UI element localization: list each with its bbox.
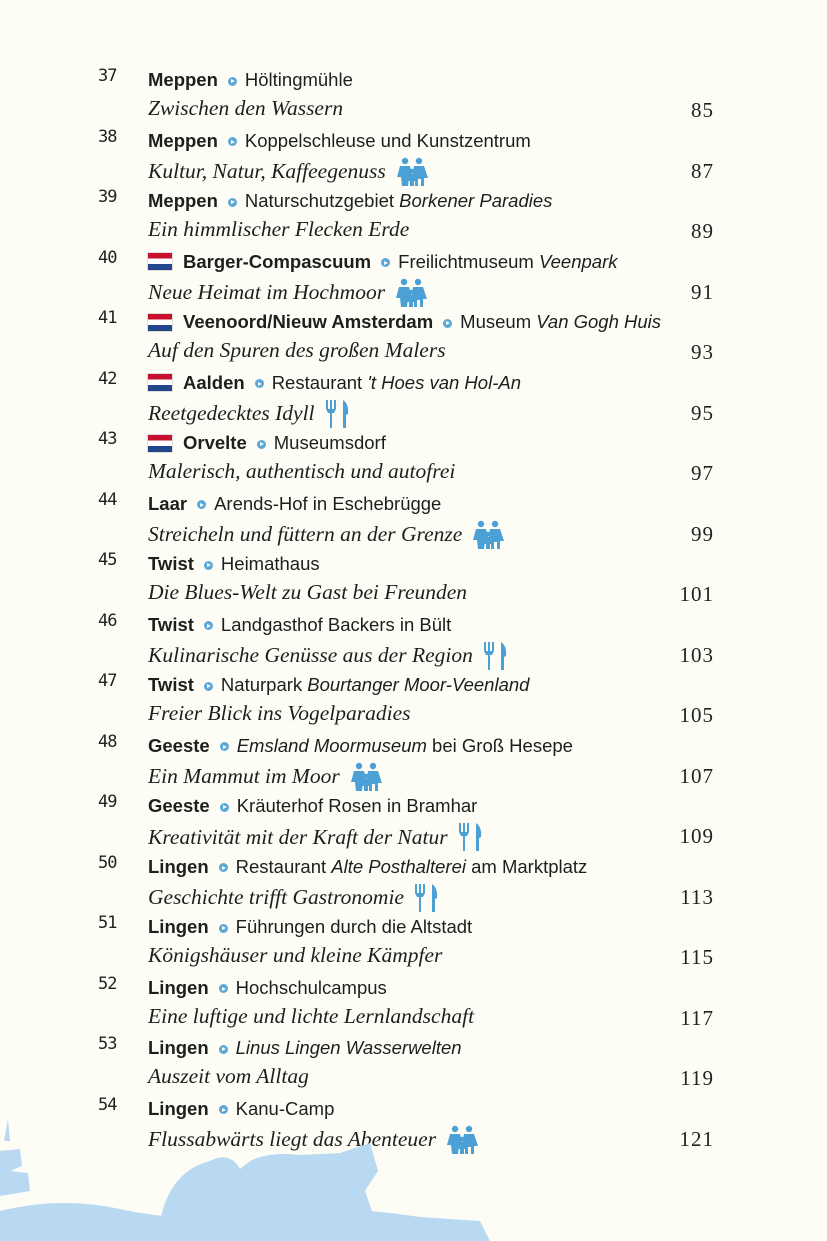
entry-detail: Van Gogh Huis [536,311,662,332]
toc-entry[interactable] [0,187,827,248]
bullet-arrow-icon [204,682,213,691]
cutlery-icon [458,822,484,852]
entry-place: Barger-Compascuum [183,250,372,272]
family-icon [395,278,429,308]
landscape-illustration [0,1111,500,1241]
entry-title-line [148,338,446,363]
cutlery-icon [458,822,484,852]
family-icon [350,762,384,792]
bullet-arrow-icon [219,924,228,933]
page-number: 101 [679,582,714,606]
entry-detail: Freilichtmuseum [398,250,539,272]
entry-number: 42 [98,368,117,389]
entry-number: 37 [98,66,117,86]
entry-place: Orvelte [183,432,247,453]
entry-number: 47 [98,671,117,691]
entry-place: Twist [148,553,194,574]
entry-detail: Kräuterhof Rosen in Bramhar [236,795,478,816]
entry-place: Twist [148,613,194,635]
entry-location-line [148,251,618,273]
entry-title-line [148,217,409,242]
entry-title: Malerisch, authentisch und autofrei [148,459,456,483]
entry-detail: Hochschulcampus [235,976,387,998]
page-number: 109 [679,824,714,848]
entry-place: Geeste [148,795,210,816]
page-number: 107 [679,763,714,788]
toc-entry[interactable] [0,974,827,1035]
entry-title: Freier Blick ins Vogelparadies [148,701,411,725]
entry-place: Lingen [148,855,209,877]
bullet-arrow-icon [219,984,228,993]
entry-title-line [148,278,429,308]
entry-place: Meppen [148,69,218,90]
entry-detail: Veenpark [538,250,618,272]
toc-entry[interactable] [0,913,827,974]
entry-detail: Restaurant [271,371,368,393]
entry-title: Kulinarische Genüsse aus der Region [148,643,473,667]
netherlands-flag-icon [148,435,172,452]
page-number: 99 [691,521,714,546]
entry-number: 43 [98,429,117,449]
family-icon [395,278,429,308]
entry-location-line [148,916,472,938]
entry-title-line [148,157,430,187]
entry-detail: Naturschutzgebiet [244,190,400,211]
entry-title: Geschichte trifft Gastronomie [148,885,404,909]
page-number: 91 [691,279,714,304]
entry-title: Kultur, Natur, Kaffeegenuss [148,159,386,183]
page-number: 121 [679,1126,714,1151]
entry-place: Twist [148,674,194,695]
entry-number: 45 [98,550,117,570]
entry-detail: Arends-Hof in Eschebrügge [214,492,442,514]
entry-number: 54 [98,1094,117,1115]
entry-place: Geeste [148,734,210,756]
toc-entry[interactable] [0,550,827,611]
entry-number: 50 [98,852,117,873]
toc-entry[interactable] [0,369,827,430]
toc-entry[interactable] [0,429,827,490]
entry-detail: bei Groß Hesepe [426,734,573,756]
entry-detail: Heimathaus [220,553,320,574]
entry-location-line [148,1037,462,1059]
bullet-arrow-icon [219,863,228,872]
entry-location-line [148,795,477,817]
entry-title: Ein Mammut im Moor [148,764,340,788]
entry-location-line [148,372,521,394]
entry-number: 41 [98,308,117,328]
entry-location-line [148,311,661,333]
page-number: 85 [691,98,714,122]
toc-entry[interactable] [0,853,827,914]
entry-number: 51 [98,913,117,933]
entry-detail: Museum [460,311,537,332]
family-icon [396,157,430,187]
entry-title: Die Blues-Welt zu Gast bei Freunden [148,580,468,604]
cutlery-icon [483,641,509,671]
entry-location-line [148,69,353,91]
bullet-arrow-icon [204,561,213,570]
netherlands-flag-icon [148,253,172,270]
entry-title: Auszeit vom Alltag [148,1064,309,1088]
page-number: 93 [691,340,714,364]
entry-title: Königshäuser und kleine Kämpfer [148,943,443,967]
entry-title-line [148,399,351,429]
entry-title: Zwischen den Wassern [148,96,344,120]
entry-location-line [148,977,387,999]
toc-entry[interactable] [0,248,827,309]
toc-entry[interactable] [0,611,827,672]
toc-entry[interactable] [0,66,827,127]
entry-title: Flussabwärts liegt das Abenteuer [148,1127,437,1151]
entry-detail: Kanu-Camp [235,1097,335,1119]
entry-number: 39 [98,187,117,207]
entry-title-line [148,943,442,968]
toc-entry[interactable] [0,1034,827,1095]
cutlery-icon [414,883,440,913]
entry-title: Ein himmlischer Flecken Erde [148,217,410,241]
family-icon [350,762,384,792]
toc-entry[interactable] [0,671,827,732]
entry-title-line [148,1004,474,1029]
entry-title-line [148,822,484,852]
bullet-arrow-icon [219,1045,228,1054]
bullet-arrow-icon [443,319,452,328]
entry-place: Veenoord/Nieuw Amsterdam [183,311,434,332]
entry-detail: am Marktplatz [466,855,588,877]
entry-number: 44 [98,489,117,510]
entry-location-line [148,493,441,515]
entry-location-line [148,190,552,212]
entry-place: Lingen [148,976,209,998]
bullet-arrow-icon [197,500,206,509]
entry-title: Neue Heimat im Hochmoor [148,280,386,304]
entry-place: Laar [148,492,188,514]
entry-number: 38 [98,126,117,147]
toc-entry[interactable] [0,127,827,188]
entry-title-line [148,883,440,913]
cutlery-icon [325,399,351,429]
entry-title: Kreativität mit der Kraft der Natur [148,824,448,849]
family-icon [472,520,506,550]
entry-title: Streicheln und füttern an der Grenze [148,522,463,546]
entry-number: 53 [98,1034,117,1054]
entry-detail: Emsland Moormuseum [236,734,427,756]
bullet-arrow-icon [220,742,229,751]
page-number: 89 [691,219,714,243]
page-number: 105 [679,703,714,727]
entry-location-line [148,432,386,454]
entry-place: Lingen [148,1037,209,1058]
cutlery-icon [483,641,509,671]
entry-location-line [148,130,531,152]
entry-detail: Linus Lingen Wasserwelten [235,1037,462,1058]
family-icon [396,157,430,187]
entry-title: Reetgedecktes Idyll [148,401,315,425]
netherlands-flag-icon [148,314,172,331]
entry-location-line [148,614,451,636]
bullet-arrow-icon [255,379,264,388]
family-icon [472,520,506,550]
entry-place: Meppen [148,129,218,151]
entry-detail: Koppelschleuse und Kunstzentrum [244,129,531,151]
entry-detail: Landgasthof Backers in Bült [220,613,452,635]
bullet-arrow-icon [381,258,390,267]
toc-entry[interactable] [0,490,827,551]
toc-entry[interactable] [0,732,827,793]
bullet-arrow-icon [204,621,213,630]
entry-title-line [148,762,384,792]
bullet-arrow-icon [257,440,266,449]
bullet-arrow-icon [228,77,237,86]
entry-detail: Höltingmühle [244,69,353,90]
entry-detail: Restaurant [235,855,332,877]
page-number: 117 [680,1005,714,1030]
entry-title: Auf den Spuren des großen Malers [148,338,446,362]
entry-number: 48 [98,731,117,752]
entry-detail: Bourtanger Moor-Veenland [307,674,530,695]
entry-detail: Museumsdorf [273,432,386,453]
page-number: 119 [680,1066,714,1090]
entry-title-line [148,96,343,121]
entry-detail: Naturpark [220,674,308,695]
entry-detail: 't Hoes van Hol-An [367,371,521,393]
entry-place: Aalden [183,371,245,393]
entry-detail: Führungen durch die Altstadt [235,916,473,937]
entry-number: 49 [98,792,117,812]
entry-place: Lingen [148,1097,209,1119]
entry-title: Eine luftige und lichte Lernlandschaft [148,1003,475,1028]
toc-entry[interactable] [0,308,827,369]
entry-title-line [148,641,509,671]
entry-number: 40 [98,247,117,268]
bullet-arrow-icon [220,803,229,812]
entry-location-line [148,735,573,757]
page-number: 87 [691,158,714,183]
page-number: 95 [691,400,714,425]
toc-entry[interactable] [0,792,827,853]
entry-title-line [148,1064,309,1089]
page-number: 103 [679,642,714,667]
entry-title-line [148,459,455,484]
page-number: 115 [680,945,714,969]
bullet-arrow-icon [228,137,237,146]
entry-title-line [148,520,506,550]
page-number: 97 [691,461,714,485]
table-of-contents [0,66,827,1155]
entry-detail: Borkener Paradies [399,190,553,211]
entry-title-line [148,701,411,726]
entry-place: Lingen [148,916,209,937]
entry-detail: Alte Posthalterei [331,855,466,877]
cutlery-icon [414,883,440,913]
entry-title-line [148,580,467,605]
netherlands-flag-icon [148,374,172,391]
entry-number: 52 [98,973,117,994]
bullet-arrow-icon [228,198,237,207]
entry-location-line [148,856,587,878]
page-number: 113 [680,884,714,909]
entry-location-line [148,674,529,696]
entry-location-line [148,553,320,575]
cutlery-icon [325,399,351,429]
entry-number: 46 [98,610,117,631]
entry-place: Meppen [148,190,218,211]
